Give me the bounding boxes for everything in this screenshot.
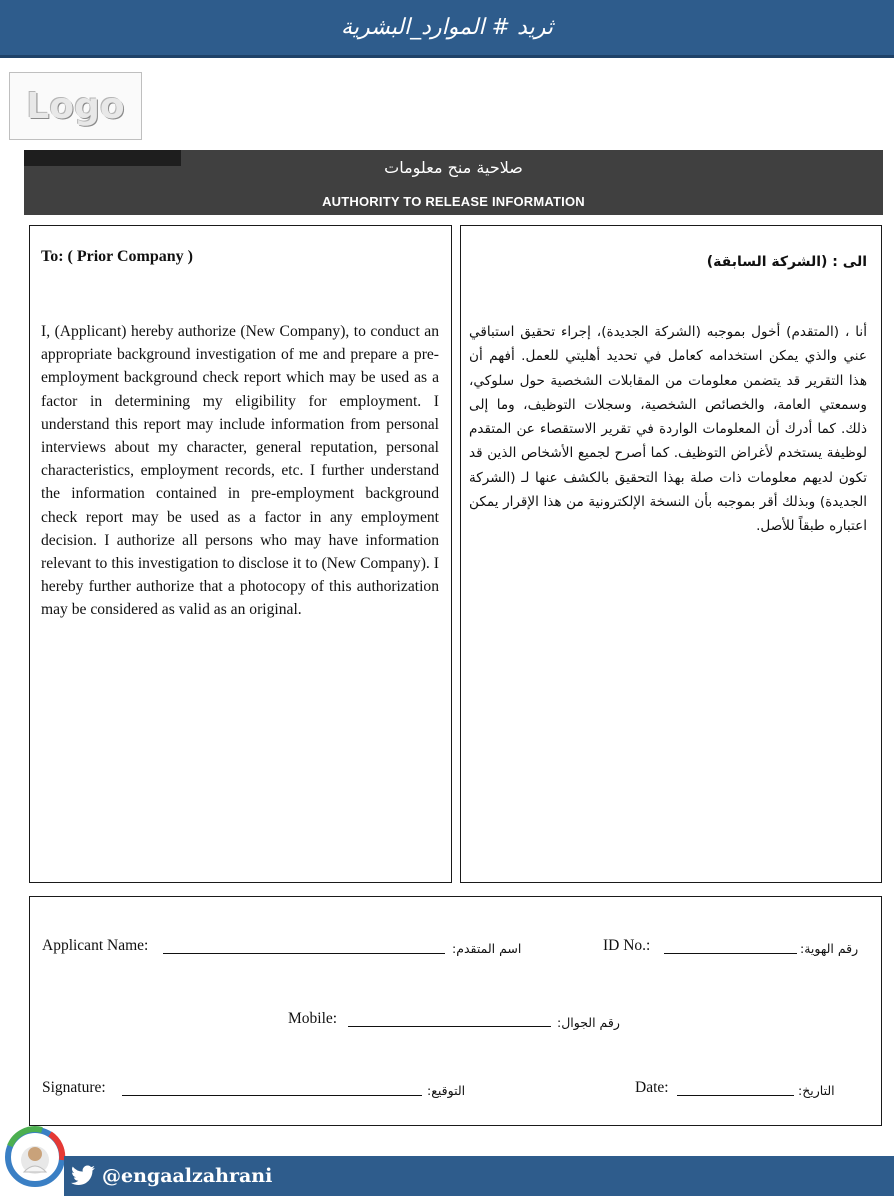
arabic-text-panel bbox=[460, 225, 882, 883]
arabic-to-line: الى : (الشركة السابقة) bbox=[706, 254, 867, 270]
id-number-field[interactable] bbox=[664, 953, 797, 954]
applicant-name-label: Applicant Name: bbox=[42, 937, 149, 954]
applicant-name-label-arabic: اسم المتقدم: bbox=[452, 941, 522, 956]
mobile-label: Mobile: bbox=[288, 1010, 338, 1027]
arabic-authorization-text: أنا ، (المتقدم) أخول بموجبه (الشركة الجديدة)، إجراء تحقيق استباقي عني والذي يمكن استخدامه كعامل في تحديد أهليتي للعمل. أفهم أن هذا التقرير قد يتضمن معلومات من المقابلات الشخصية حول سلوكي، وسمعتي العامة، والخصائص الشخصية، وسجلات التوظيف، وما إلى ذلك. كما أدرك أن المعلومات الواردة في تقرير الاستقصاء عن المتقدم لوظيفة يستخدم لأغراض التوظيف. كما أصرح لجميع الأشخاص الذين قد تكون لديهم معلومات ذات صلة بهذا التحقيق بالكشف عنها لـ (الشركة الجديدة) وبذلك أقر بموجبه بأن النسخة الإلكترونية من هذا الإقرار يمكن اعتباره طبقاً للأصل. bbox=[469, 324, 867, 535]
footer-bar-extension bbox=[282, 1156, 894, 1196]
mobile-field[interactable] bbox=[348, 1026, 551, 1027]
form-title-english: AUTHORITY TO RELEASE INFORMATION bbox=[322, 194, 585, 209]
english-to-line: To: ( Prior Company ) bbox=[41, 248, 193, 265]
logo-text: Logo bbox=[26, 85, 125, 127]
signature-label: Signature: bbox=[42, 1079, 106, 1096]
date-label-arabic: التاريخ: bbox=[798, 1083, 835, 1098]
date-field[interactable] bbox=[677, 1095, 794, 1096]
logo-placeholder bbox=[9, 72, 142, 140]
top-banner bbox=[0, 0, 894, 58]
signature-section bbox=[29, 896, 882, 1126]
mobile-label-arabic: رقم الجوال: bbox=[557, 1015, 620, 1030]
signature-field[interactable] bbox=[122, 1095, 422, 1096]
id-number-label-arabic: رقم الهوية: bbox=[800, 941, 859, 956]
hr-emblem-icon bbox=[2, 1124, 68, 1190]
twitter-bird-icon bbox=[70, 1165, 96, 1187]
english-text-panel bbox=[29, 225, 452, 883]
hashtag-title: ثريد # الموارد_البشرية bbox=[341, 15, 553, 40]
applicant-name-field[interactable] bbox=[163, 953, 445, 954]
date-label: Date: bbox=[635, 1079, 669, 1096]
english-authorization-text: I, (Applicant) hereby authorize (New Company), to conduct an appropriate background investigation of me and prepare a pre-employment background check report which may be used as a factor in determining my eligibility for employment. I understand this report may include information from personal interviews about my character, general reputation, personal characteristics, employment records, etc. I further understand the information contained in pre-employment background check report may be used as a factor in any employment decision. I authorize all persons who may have information relevant to this investigation to disclose it to (New Company). I hereby further authorize that a photocopy of this authorization may be considered as valid as an original. bbox=[41, 323, 439, 619]
twitter-handle[interactable]: @engaalzahrani bbox=[102, 1165, 273, 1187]
form-title-bar bbox=[24, 150, 883, 215]
form-title-arabic: صلاحية منح معلومات bbox=[384, 158, 523, 177]
signature-label-arabic: التوقيع: bbox=[427, 1083, 466, 1098]
footer-twitter-bar bbox=[64, 1156, 282, 1196]
id-number-label: ID No.: bbox=[603, 937, 651, 954]
